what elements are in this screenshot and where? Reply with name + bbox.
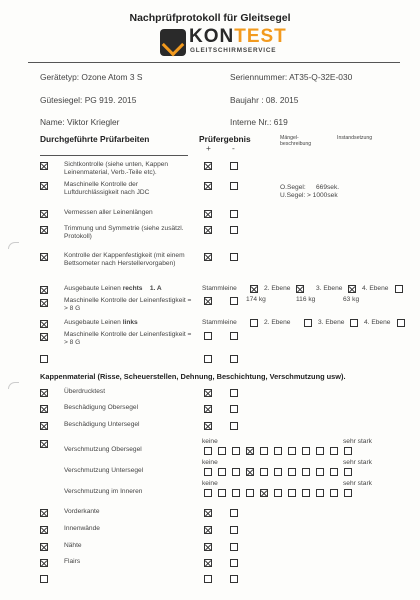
- pruef-row-checkbox[interactable]: [40, 162, 48, 170]
- scale-level-checkbox[interactable]: [260, 447, 268, 455]
- part-row-minus-checkbox[interactable]: [230, 543, 238, 551]
- scale-sehr-stark-label: sehr stark: [343, 438, 372, 445]
- instand-header: Instandsetzung: [337, 135, 373, 141]
- scale-level-checkbox[interactable]: [330, 468, 338, 476]
- arbeiten-header: Durchgeführte Prüfarbeiten: [40, 134, 150, 144]
- scale-level-checkbox[interactable]: [274, 447, 282, 455]
- kappen-row-minus-checkbox[interactable]: [230, 389, 238, 397]
- part-row-checkbox[interactable]: [40, 526, 48, 534]
- pruef-row-label: Trimmung und Symmetrie (siehe zusätzl. Protokoll): [64, 225, 184, 240]
- usegel-label: U.Segel:: [280, 192, 306, 199]
- rechts-masch-plus-checkbox[interactable]: [204, 297, 212, 305]
- scale-level-checkbox[interactable]: [232, 489, 240, 497]
- rechts-stammleine-checkbox[interactable]: [250, 285, 258, 293]
- rechts-ebene2-label: 2. Ebene: [264, 285, 291, 292]
- rechts-ebene3-checkbox[interactable]: [348, 285, 356, 293]
- kg-value-3: 63 kg: [343, 296, 360, 303]
- pruef-row-label: Vermessen aller Leinenlängen: [64, 209, 153, 216]
- rechts-masch-checkbox[interactable]: [40, 299, 48, 307]
- kappen-row-plus-checkbox[interactable]: [204, 389, 212, 397]
- verschmutzung-row-label: Verschmutzung Obersegel: [64, 446, 142, 453]
- scale-level-checkbox[interactable]: [218, 489, 226, 497]
- part-row-plus-checkbox[interactable]: [204, 575, 212, 583]
- punch-hole-mark-top: [8, 242, 19, 249]
- scale-level-checkbox[interactable]: [218, 468, 226, 476]
- scale-level-checkbox[interactable]: [260, 468, 268, 476]
- kappen-row-label: Beschädigung Untersegel: [64, 421, 140, 428]
- scale-level-checkbox[interactable]: [246, 489, 254, 497]
- verschmutzung-row-label: Verschmutzung im Inneren: [64, 488, 143, 495]
- part-row-label: Innenwände: [64, 525, 100, 532]
- verschmutzung-checkbox[interactable]: [40, 440, 48, 448]
- scale-level-checkbox[interactable]: [204, 468, 212, 476]
- part-row-minus-checkbox[interactable]: [230, 509, 238, 517]
- scale-level-checkbox[interactable]: [204, 489, 212, 497]
- rechts-masch-minus-checkbox[interactable]: [230, 297, 238, 305]
- links-ebene2-label: 2. Ebene: [264, 319, 291, 326]
- pruef-row-plus-checkbox[interactable]: [204, 210, 212, 218]
- scale-level-checkbox[interactable]: [232, 468, 240, 476]
- scale-sehr-stark-label: sehr stark: [343, 480, 372, 487]
- scale-keine-label: keine: [202, 480, 218, 487]
- kappen-row-plus-checkbox[interactable]: [204, 405, 212, 413]
- osegel-value: 669sek.: [316, 184, 340, 191]
- scale-level-checkbox[interactable]: [302, 489, 310, 497]
- scale-level-checkbox[interactable]: [330, 489, 338, 497]
- scale-level-checkbox[interactable]: [316, 468, 324, 476]
- verschmutzung-row-label: Verschmutzung Untersegel: [64, 467, 144, 474]
- links-stammleine-label: Stammleine: [202, 319, 237, 326]
- minus-label: -: [232, 143, 235, 153]
- part-row-plus-checkbox[interactable]: [204, 543, 212, 551]
- links-masch-checkbox[interactable]: [40, 333, 48, 341]
- kappen-row-checkbox[interactable]: [40, 389, 48, 397]
- baujahr: Baujahr : 08. 2015: [230, 95, 299, 105]
- pruef-row-minus-checkbox[interactable]: [230, 253, 238, 261]
- part-row-plus-checkbox[interactable]: [204, 509, 212, 517]
- chevron-logo-icon: [160, 29, 186, 56]
- links-checkbox[interactable]: [40, 320, 48, 328]
- pruef-row-checkbox[interactable]: [40, 226, 48, 234]
- links-ebene4-checkbox[interactable]: [397, 319, 405, 327]
- document-title: Nachprüfprotokoll für Gleitsegel: [129, 12, 291, 24]
- pruef-row-minus-checkbox[interactable]: [230, 162, 238, 170]
- kappen-row-checkbox[interactable]: [40, 405, 48, 413]
- osegel-label: O.Segel:: [280, 184, 306, 191]
- pruef-row-label: Maschinelle Kontrolle der Luftdurchlässigkeit nach JDC: [64, 181, 150, 196]
- pruef-row-plus-checkbox[interactable]: [204, 226, 212, 234]
- links-ebene4-label: 4. Ebene: [364, 319, 391, 326]
- scale-level-checkbox[interactable]: [246, 468, 254, 476]
- scale-level-checkbox[interactable]: [288, 468, 296, 476]
- empty-row-plus-checkbox[interactable]: [204, 355, 212, 363]
- part-row-plus-checkbox[interactable]: [204, 526, 212, 534]
- scale-level-checkbox[interactable]: [288, 447, 296, 455]
- kappen-row-plus-checkbox[interactable]: [204, 422, 212, 430]
- pruef-row-minus-checkbox[interactable]: [230, 226, 238, 234]
- kappen-title: Kappenmaterial (Risse, Scheuerstellen, Dehnung, Beschichtung, Verschmutzung usw).: [40, 372, 346, 381]
- links-label: Ausgebaute Leinen links: [64, 319, 138, 326]
- links-masch-plus-checkbox[interactable]: [204, 332, 212, 340]
- pruef-row-label: Kontrolle der Kappenfestigkeit (mit einem Bettsometer nach Herstellervorgaben): [64, 252, 185, 267]
- kappen-row-minus-checkbox[interactable]: [230, 405, 238, 413]
- links-ebene3-checkbox[interactable]: [350, 319, 358, 327]
- scale-keine-label: keine: [202, 459, 218, 466]
- links-masch-minus-checkbox[interactable]: [230, 332, 238, 340]
- pruef-row-minus-checkbox[interactable]: [230, 210, 238, 218]
- pruef-row-checkbox[interactable]: [40, 253, 48, 261]
- pruef-row-plus-checkbox[interactable]: [204, 182, 212, 190]
- scale-level-checkbox[interactable]: [288, 489, 296, 497]
- links-ebene2-checkbox[interactable]: [304, 319, 312, 327]
- part-row-label: Flairs: [64, 558, 81, 565]
- pilot-name: Name: Viktor Kriegler: [40, 117, 120, 127]
- part-row-label: Nähte: [64, 542, 82, 549]
- interne-nr: Interne Nr.: 619: [230, 117, 288, 127]
- scale-level-checkbox[interactable]: [344, 489, 352, 497]
- rechts-stammleine-label: Stammleine: [202, 285, 237, 292]
- rechts-masch-label: Maschinelle Kontrolle der Leinenfestigkeit = > 8 G: [64, 297, 192, 312]
- pruef-row-checkbox[interactable]: [40, 182, 48, 190]
- scale-level-checkbox[interactable]: [330, 447, 338, 455]
- arbeiten-underline: [40, 155, 188, 156]
- rechts-checkbox[interactable]: [40, 286, 48, 294]
- plus-label: +: [206, 143, 211, 153]
- links-masch-label: Maschinelle Kontrolle der Leinenfestigkeit = > 8 G: [64, 331, 192, 346]
- pruef-row-minus-checkbox[interactable]: [230, 182, 238, 190]
- empty-row-minus-checkbox[interactable]: [230, 355, 238, 363]
- scale-level-checkbox[interactable]: [204, 447, 212, 455]
- geraetetyp: Gerätetyp: Ozone Atom 3 S: [40, 72, 143, 82]
- part-row-label: Vorderkante: [64, 508, 100, 515]
- empty-row-checkbox[interactable]: [40, 355, 48, 363]
- links-ebene3-label: 3. Ebene: [318, 319, 345, 326]
- usegel-value: > 1000sek: [307, 192, 338, 199]
- rechts-ebene4-label: 4. Ebene: [362, 285, 389, 292]
- scale-level-checkbox[interactable]: [274, 489, 282, 497]
- rechts-ebene3-label: 3. Ebene: [316, 285, 343, 292]
- scale-level-checkbox[interactable]: [246, 447, 254, 455]
- part-row-minus-checkbox[interactable]: [230, 526, 238, 534]
- kappen-row-checkbox[interactable]: [40, 422, 48, 430]
- part-row-minus-checkbox[interactable]: [230, 559, 238, 567]
- pruef-row-plus-checkbox[interactable]: [204, 162, 212, 170]
- scale-level-checkbox[interactable]: [232, 447, 240, 455]
- kg-value-2: 116 kg: [296, 296, 316, 303]
- rechts-label: Ausgebaute Leinen rechts 1. A: [64, 285, 162, 292]
- part-row-checkbox[interactable]: [40, 559, 48, 567]
- pruef-row-label: Sichtkontrolle (siehe unten, Kappen Leinenmaterial, Verb.-Teile etc).: [64, 161, 169, 176]
- part-row-checkbox[interactable]: [40, 509, 48, 517]
- ergebnis-header: Prüfergebnis: [199, 134, 251, 144]
- pruef-row-plus-checkbox[interactable]: [204, 253, 212, 261]
- scale-level-checkbox[interactable]: [344, 447, 352, 455]
- scale-sehr-stark-label: sehr stark: [343, 459, 372, 466]
- links-stammleine-checkbox[interactable]: [250, 319, 258, 327]
- scale-level-checkbox[interactable]: [316, 447, 324, 455]
- maengel-header: Mängel- beschreibung: [280, 135, 312, 147]
- kappen-row-label: Beschädigung Obersegel: [64, 404, 139, 411]
- part-row-checkbox[interactable]: [40, 543, 48, 551]
- kontest-logo: [160, 26, 300, 56]
- scale-level-checkbox[interactable]: [302, 447, 310, 455]
- scale-keine-label: keine: [202, 438, 218, 445]
- scale-level-checkbox[interactable]: [344, 468, 352, 476]
- guetesiegel: Gütesiegel: PG 919. 2015: [40, 95, 137, 105]
- pruef-row-checkbox[interactable]: [40, 210, 48, 218]
- rechts-ebene2-checkbox[interactable]: [296, 285, 304, 293]
- kg-value-1: 174 kg: [246, 296, 266, 303]
- scale-level-checkbox[interactable]: [274, 468, 282, 476]
- punch-hole-mark-bottom: [8, 382, 19, 389]
- kappen-row-label: Überdrucktest: [64, 388, 106, 395]
- scale-level-checkbox[interactable]: [316, 489, 324, 497]
- scale-level-checkbox[interactable]: [260, 489, 268, 497]
- kappen-row-minus-checkbox[interactable]: [230, 422, 238, 430]
- logo-wordmark: KONTEST: [189, 26, 287, 47]
- part-row-checkbox[interactable]: [40, 575, 48, 583]
- part-row-plus-checkbox[interactable]: [204, 559, 212, 567]
- seriennummer: Seriennummer: AT35-Q-32E-030: [230, 72, 353, 82]
- part-row-minus-checkbox[interactable]: [230, 575, 238, 583]
- logo-subtitle: GLEITSCHIRMSERVICE: [190, 47, 277, 54]
- scale-level-checkbox[interactable]: [218, 447, 226, 455]
- scale-level-checkbox[interactable]: [302, 468, 310, 476]
- rechts-ebene4-checkbox[interactable]: [395, 285, 403, 293]
- header-rule: [28, 62, 400, 63]
